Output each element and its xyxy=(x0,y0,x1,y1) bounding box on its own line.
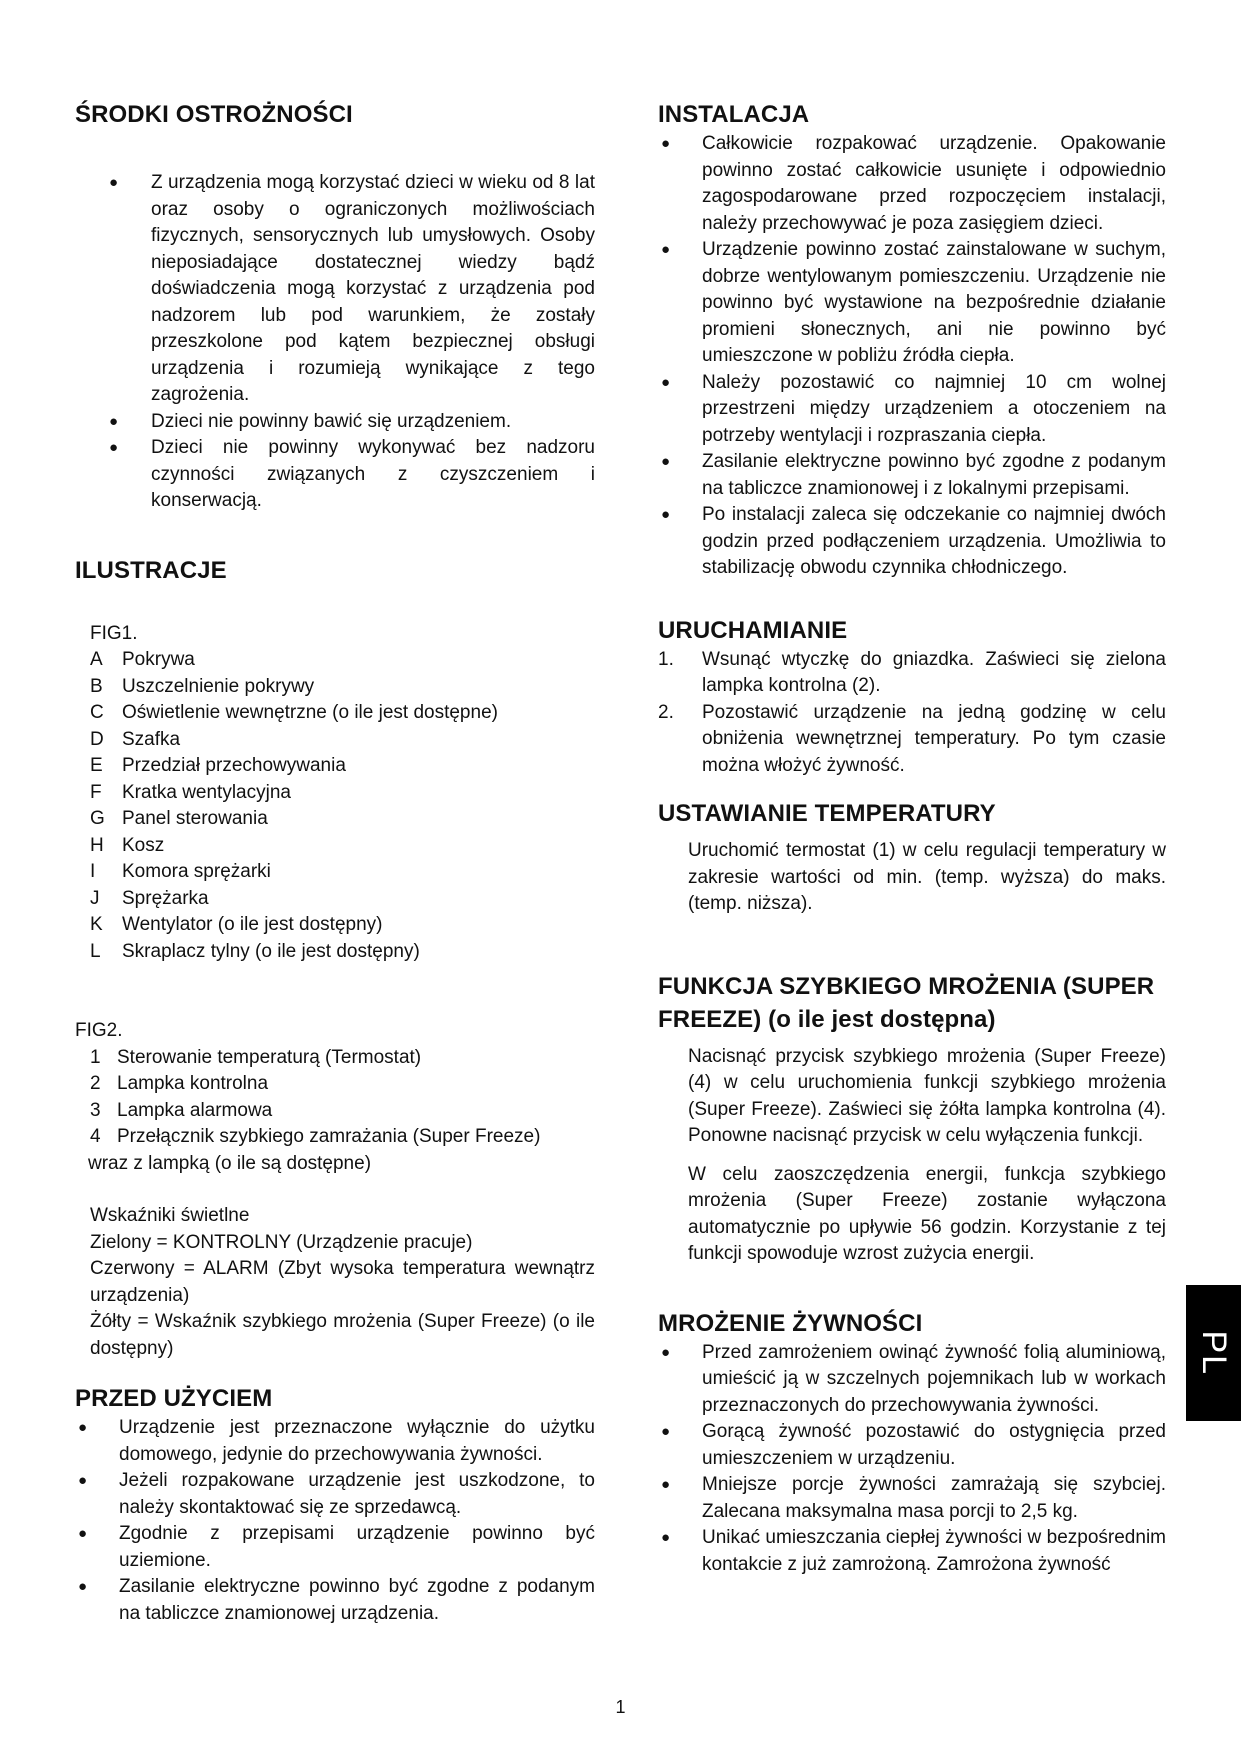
freezing-heading: MROŻENIE ŻYWNOŚCI xyxy=(658,1309,923,1337)
installation-list xyxy=(658,131,1166,582)
list-item: I Komora sprężarki xyxy=(90,861,271,882)
temperature-heading: USTAWIANIE TEMPERATURY xyxy=(658,800,996,827)
super-freeze-para1: Nacisnąć przycisk szybkiego mrożenia (Super Freeze) (4) w celu uruchomienia funkcji szybkiego mrożenia (Super Freeze). Zaświeci się żółta lampka kontrolna (4). Ponowne nacisnąć przycisk w celu wyłączenia funkcji. xyxy=(688,1045,1166,1146)
list-item: ● Po instalacji zaleca się odczekanie co najmniej dwóch godzin przed podłączeniem urządzenia. Umożliwia to stabilizację obwodu czynnika chłodniczego. xyxy=(658,502,1166,582)
list-item: 1 Sterowanie temperaturą (Termostat) xyxy=(90,1046,422,1068)
before-use-list xyxy=(75,1415,595,1627)
super-freeze-heading: FUNKCJA SZYBKIEGO MROŻENIA (SUPER FREEZE) (o ile jest dostępna) xyxy=(658,972,1155,1033)
page-number: 1 xyxy=(615,1697,626,1717)
list-item: 3 Lampka alarmowa xyxy=(90,1099,273,1121)
list-item: 4 Przełącznik szybkiego zamrażania (Super Freeze) xyxy=(90,1126,541,1147)
list-item: ● Gorącą żywność pozostawić do ostygnięcia przed umieszczeniem w urządzeniu. xyxy=(658,1419,1166,1472)
list-item: J Sprężarka xyxy=(90,887,209,909)
list-item: ● Zgodnie z przepisami urządzenie powinno być uziemione. xyxy=(75,1521,595,1574)
list-item: ● Zasilanie elektryczne powinno być zgodne z podanym na tabliczce znamionowej i z lokalnymi przepisami. xyxy=(658,449,1166,502)
precautions-list xyxy=(75,170,595,515)
fig2-label: FIG2. xyxy=(75,1020,123,1041)
freezing-list xyxy=(658,1340,1166,1579)
super-freeze-para2: W celu zaoszczędzenia energii, funkcja szybkiego mrożenia (Super Freeze) zostanie wyłączona automatycznie po upływie 56 godzin. Korzystanie z tej funkcji spowoduje wzrost zużycia energii. xyxy=(688,1163,1166,1264)
fig1-label: FIG1. xyxy=(90,622,138,644)
language-tab-label: PL xyxy=(1194,1330,1233,1376)
list-item: A Pokrywa xyxy=(90,649,195,670)
startup-heading: URUCHAMIANIE xyxy=(658,616,848,644)
list-item: ● Z urządzenia mogą korzystać dzieci w wieku od 8 lat oraz osoby o ograniczonych możliwościach fizycznych, sensorycznych lub umysłowych. Osoby nieposiadające dostatecznej wiedzy bądź doświadczenia mogą korzystać z urządzenia pod nadzorem lub pod warunkiem, że zostały przeszkolone pod kątem bezpiecznej obsługi urządzenia i rozumieją wynikające z tego zagrożenia. xyxy=(75,170,595,409)
list-item: 2 Lampka kontrolna xyxy=(90,1073,269,1094)
installation-heading: INSTALACJA xyxy=(658,101,810,128)
list-item: B Uszczelnienie pokrywy xyxy=(90,675,315,697)
right-column xyxy=(658,98,1166,1578)
list-item: K Wentylator (o ile jest dostępny) xyxy=(90,914,383,935)
list-item: ● Dzieci nie powinny wykonywać bez nadzoru czynności związanych z czyszczeniem i konserwacją. xyxy=(75,435,595,515)
list-item: D Szafka xyxy=(90,728,181,750)
fig1-list xyxy=(75,621,595,966)
list-item: ● Urządzenie jest przeznaczone wyłącznie do użytku domowego, jedynie do przechowywania żywności. xyxy=(75,1415,595,1468)
list-item: H Kosz xyxy=(90,834,165,856)
list-item: ● Zasilanie elektryczne powinno być zgodne z podanym na tabliczce znamionowej urządzenia. xyxy=(75,1574,595,1627)
list-item: F Kratka wentylacyjna xyxy=(90,781,291,803)
list-item: ● Mniejsze porcje żywności zamrażają się szybciej. Zalecana maksymalna masa porcji to 2,5 kg. xyxy=(658,1472,1166,1525)
light-green: Zielony = KONTROLNY (Urządzenie pracuje) xyxy=(90,1231,473,1253)
before-use-heading: PRZED UŻYCIEM xyxy=(75,1385,273,1412)
list-item: ● Przed zamrożeniem owinąć żywność folią aluminiową, umieścić ją w szczelnych pojemnikach lub w workach przeznaczonych do przechowywania żywności. xyxy=(658,1340,1166,1420)
temperature-text: Uruchomić termostat (1) w celu regulacji temperatury w zakresie wartości od min. (temp. wyższa) do maks. (temp. niższa). xyxy=(688,840,1166,914)
left-column xyxy=(75,98,595,1627)
list-item: E Przedział przechowywania xyxy=(90,755,346,776)
light-red: Czerwony = ALARM (Zbyt wysoka temperatura wewnątrz urządzenia) xyxy=(90,1258,595,1306)
list-item: 2. Pozostawić urządzenie na jedną godzinę w celu obniżenia wewnętrznej temperatury. Po tym czasie można włożyć żywność. xyxy=(658,701,1166,776)
list-item: ● Całkowicie rozpakować urządzenie. Opakowanie powinno zostać całkowicie usunięte i odpowiednio zagospodarowane przed rozpoczęciem instalacji, należy przechowywać je poza zasięgiem dzieci. xyxy=(658,131,1166,237)
list-item: C Oświetlenie wewnętrzne (o ile jest dostępne) xyxy=(90,702,498,723)
list-item: L Skraplacz tylny (o ile jest dostępny) xyxy=(90,940,420,962)
list-item: ● Dzieci nie powinny bawić się urządzeniem. xyxy=(75,409,595,436)
list-item: ● Jeżeli rozpakowane urządzenie jest uszkodzone, to należy skontaktować się ze sprzedawcą. xyxy=(75,1468,595,1521)
list-item: G Panel sterowania xyxy=(90,808,268,829)
list-item: ● Urządzenie powinno zostać zainstalowane w suchym, dobrze wentylowanym pomieszczeniu. Urządzenie nie powinno być wystawione na bezpośrednie działanie promieni słonecznych, ani nie powinno być umieszczone w pobliżu źródła ciepła. xyxy=(658,237,1166,370)
list-item: ● Należy pozostawić co najmniej 10 cm wolnej przestrzeni między urządzeniem a otoczeniem na potrzeby wentylacji i rozpraszania ciepła. xyxy=(658,370,1166,450)
illustrations-heading: ILUSTRACJE xyxy=(75,556,227,584)
lights-title: Wskaźniki świetlne xyxy=(90,1205,250,1226)
indicator-lights xyxy=(75,1203,595,1362)
language-tab xyxy=(1186,1285,1241,1421)
fig2-item4-continuation: wraz z lampką (o ile są dostępne) xyxy=(88,1152,372,1174)
list-item: ● Unikać umieszczania ciepłej żywności w bezpośrednim kontakcie z już zamrożoną. Zamrożona żywność xyxy=(658,1525,1166,1578)
light-yellow: Żółty = Wskaźnik szybkiego mrożenia (Super Freeze) (o ile dostępny) xyxy=(90,1311,595,1359)
precautions-heading: ŚRODKI OSTROŻNOŚCI xyxy=(75,101,353,128)
fig2-list xyxy=(75,1045,595,1151)
list-item: 1. Wsunąć wtyczkę do gniazdka. Zaświeci się zielona lampka kontrolna (2). xyxy=(658,648,1166,696)
startup-list xyxy=(658,647,1166,780)
